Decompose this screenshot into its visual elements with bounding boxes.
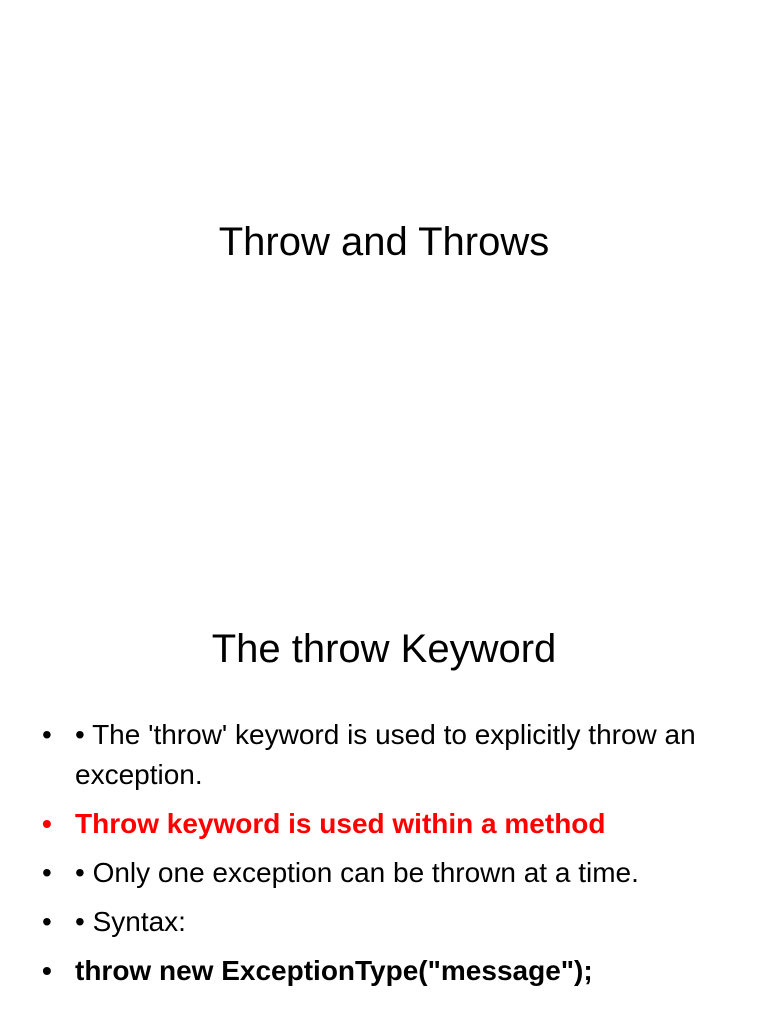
bullet-item bbox=[42, 804, 742, 844]
bullet-text: Throw keyword is used within a method bbox=[75, 808, 606, 839]
slide-title: Throw and Throws bbox=[218, 220, 550, 264]
bullet-marker-icon: • bbox=[42, 808, 52, 839]
bullet-marker-icon: • bbox=[42, 719, 52, 750]
bullet-text: • Only one exception can be thrown at a time. bbox=[75, 857, 639, 888]
bullet-item bbox=[42, 902, 742, 942]
bullet-marker-icon: • bbox=[42, 955, 52, 986]
content-slide bbox=[0, 512, 768, 1024]
bullet-item bbox=[42, 951, 742, 991]
slide-title: The throw Keyword bbox=[211, 627, 557, 671]
bullet-text: • The 'throw' keyword is used to explicitly throw an exception. bbox=[75, 719, 696, 790]
bullet-text: throw new ExceptionType("message"); bbox=[75, 955, 593, 986]
bullet-item bbox=[42, 715, 742, 795]
bullet-item bbox=[42, 853, 742, 893]
bullet-marker-icon: • bbox=[42, 906, 52, 937]
bullet-text: • Syntax: bbox=[75, 906, 186, 937]
bullet-list bbox=[42, 715, 742, 1000]
bullet-marker-icon: • bbox=[42, 857, 52, 888]
